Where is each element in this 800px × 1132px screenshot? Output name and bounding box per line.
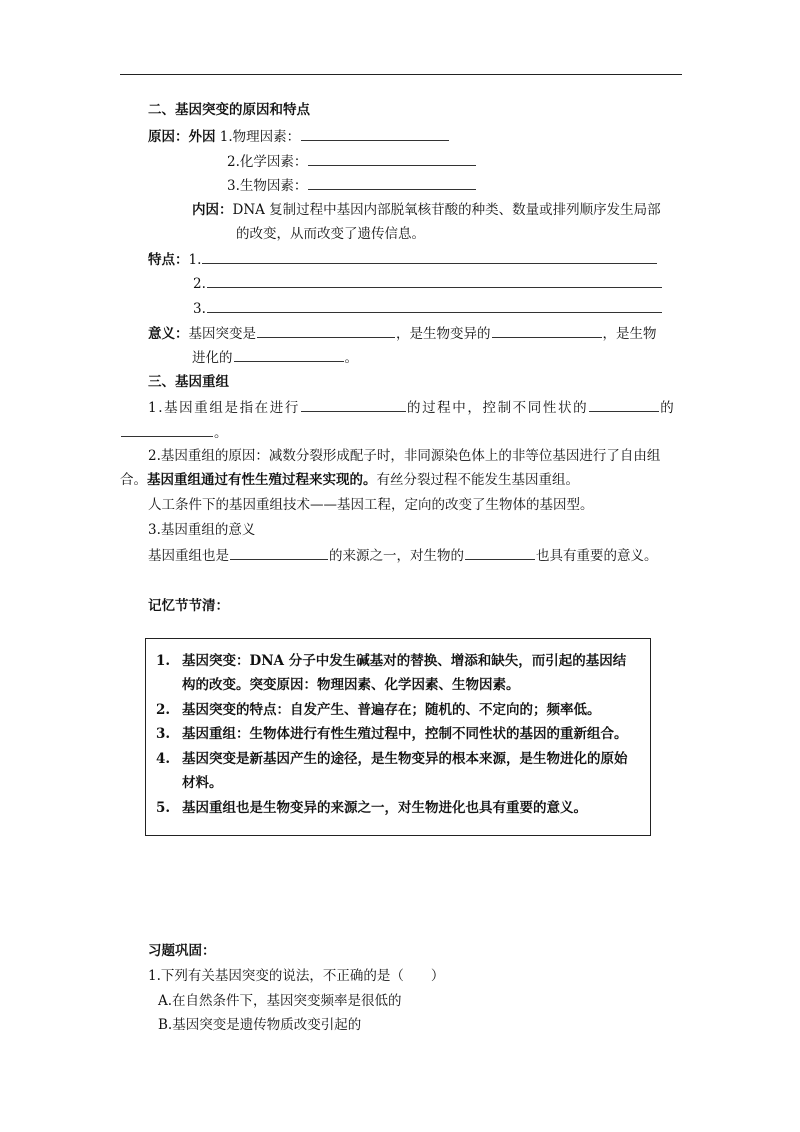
feature-1-num: 1. bbox=[188, 252, 202, 268]
feature-line-1 bbox=[148, 249, 658, 270]
recomb-p1-a: 1.基因重组是指在进行 bbox=[148, 400, 300, 416]
recomb-p3: 人工条件下的基因重组技术——基因工程，定向的改变了生物体的基因型。 bbox=[148, 497, 594, 513]
recomb-p1-blank-3[interactable] bbox=[121, 422, 213, 437]
meaning-blank-2[interactable] bbox=[492, 323, 602, 338]
recomb-p1-end: 。 bbox=[214, 425, 228, 441]
exercise-heading: 习题巩固： bbox=[148, 943, 216, 959]
cause-chemical-line bbox=[227, 151, 477, 172]
internal-text-2: 的改变，从而改变了遗传信息。 bbox=[236, 226, 425, 242]
exercise-question-1: 1.下列有关基因突变的说法，不正确的是（ ） bbox=[148, 968, 445, 984]
recomb-p2-a: 合。 bbox=[120, 472, 147, 488]
memory-item-5-num: 5. bbox=[156, 800, 171, 816]
memory-heading: 记忆节节清： bbox=[148, 598, 229, 614]
recomb-p5 bbox=[148, 545, 658, 566]
recomb-p5-blank-2[interactable] bbox=[465, 545, 535, 560]
section2-heading: 二、基因突变的原因和特点 bbox=[148, 102, 310, 118]
memory-item-4-cont: 材料。 bbox=[182, 775, 223, 791]
memory-item-5 bbox=[156, 798, 587, 818]
physical-factor-blank[interactable] bbox=[301, 126, 449, 141]
memory-item-2 bbox=[156, 700, 601, 720]
recomb-p5-b: 的来源之一，对生物的 bbox=[329, 548, 464, 564]
memory-item-1 bbox=[156, 651, 626, 671]
recomb-p5-c: 也具有重要的意义。 bbox=[536, 548, 658, 564]
memory-item-3-num: 3. bbox=[156, 726, 171, 742]
feature-3-blank[interactable] bbox=[207, 298, 662, 313]
memory-item-1-cont: 构的改变。突变原因：物理因素、化学因素、生物因素。 bbox=[182, 677, 520, 693]
memory-item-4-num: 4. bbox=[156, 751, 171, 767]
feature-3-num: 3. bbox=[193, 301, 206, 317]
memory-item-5-text: 基因重组也是生物变异的来源之一，对生物进化也具有重要的意义。 bbox=[182, 800, 587, 816]
exercise-option-a[interactable]: A.在自然条件下，基因突变频率是很低的 bbox=[158, 993, 402, 1009]
meaning-blank-3[interactable] bbox=[234, 347, 344, 362]
chemical-factor-blank[interactable] bbox=[308, 151, 476, 166]
memory-item-4 bbox=[156, 749, 628, 769]
recomb-p2-line1: 2.基因重组的原因：减数分裂形成配子时，非同源染色体上的非等位基因进行了自由组 bbox=[148, 448, 661, 464]
external-label: 外因 bbox=[188, 129, 216, 145]
recomb-p1-c: 的 bbox=[660, 400, 674, 416]
memory-item-1-num: 1. bbox=[156, 653, 171, 669]
memory-item-4-text: 基因突变是新基因产生的途径，是生物变异的根本来源，是生物进化的原始 bbox=[182, 751, 628, 767]
cause-biological-line bbox=[227, 175, 477, 196]
meaning-a: 基因突变是 bbox=[188, 326, 256, 342]
memory-item-1-text: 基因突变：DNA 分子中发生碱基对的替换、增添和缺失，而引起的基因结 bbox=[182, 653, 627, 669]
memory-item-3 bbox=[156, 724, 628, 744]
recomb-p2-bold: 基因重组通过有性生殖过程来实现的。 bbox=[147, 472, 377, 488]
memory-item-3-text: 基因重组：生物体进行有性生殖过程中，控制不同性状的基因的重新组合。 bbox=[182, 726, 628, 742]
recomb-p1-blank-2[interactable] bbox=[589, 397, 659, 412]
recomb-p1-line1 bbox=[148, 397, 674, 418]
memory-item-2-num: 2. bbox=[156, 702, 171, 718]
meaning-label: 意义： bbox=[148, 326, 189, 342]
recomb-p4: 3.基因重组的意义 bbox=[148, 522, 256, 538]
internal-label: 内因： bbox=[192, 202, 233, 218]
recomb-p1-blank-1[interactable] bbox=[301, 397, 406, 412]
feature-2-blank[interactable] bbox=[207, 273, 662, 288]
meaning-end: 。 bbox=[344, 350, 358, 366]
internal-cause-line1 bbox=[192, 200, 661, 220]
cause-physical-line bbox=[148, 126, 450, 147]
feature-2-num: 2. bbox=[193, 276, 206, 292]
chemical-factor-label: 2.化学因素： bbox=[227, 154, 308, 170]
recomb-p2-line2 bbox=[120, 470, 579, 490]
section3-heading: 三、基因重组 bbox=[148, 374, 229, 390]
biological-factor-blank[interactable] bbox=[308, 175, 476, 190]
feature-line-2 bbox=[193, 273, 663, 294]
recomb-p1-b: 的过程中，控制不同性状的 bbox=[406, 400, 589, 416]
exercise-option-b[interactable]: B.基因突变是遗传物质改变引起的 bbox=[158, 1017, 362, 1033]
meaning-line-1 bbox=[148, 323, 657, 344]
meaning-b: ，是生物变异的 bbox=[396, 326, 491, 342]
recomb-p2-b: 有丝分裂过程不能发生基因重组。 bbox=[376, 472, 579, 488]
meaning-c: ，是生物 bbox=[602, 326, 657, 342]
recomb-p1-line2 bbox=[120, 422, 228, 443]
memory-box bbox=[145, 638, 651, 836]
meaning-blank-1[interactable] bbox=[257, 323, 395, 338]
feature-1-blank[interactable] bbox=[202, 249, 657, 264]
memory-item-2-text: 基因突变的特点：自发产生、普遍存在；随机的、不定向的；频率低。 bbox=[182, 702, 601, 718]
meaning-d: 进化的 bbox=[192, 350, 233, 366]
internal-text-1: DNA 复制过程中基因内部脱氧核苷酸的种类、数量或排列顺序发生局部 bbox=[232, 202, 661, 218]
physical-factor-label: 1.物理因素： bbox=[219, 129, 301, 145]
recomb-p5-blank-1[interactable] bbox=[230, 545, 328, 560]
feature-line-3 bbox=[193, 298, 663, 319]
biological-factor-label: 3.生物因素： bbox=[227, 178, 308, 194]
meaning-line-2 bbox=[192, 347, 358, 368]
cause-label: 原因： bbox=[148, 129, 189, 145]
header-rule bbox=[120, 74, 682, 75]
features-label: 特点： bbox=[148, 252, 189, 268]
recomb-p5-a: 基因重组也是 bbox=[148, 548, 229, 564]
